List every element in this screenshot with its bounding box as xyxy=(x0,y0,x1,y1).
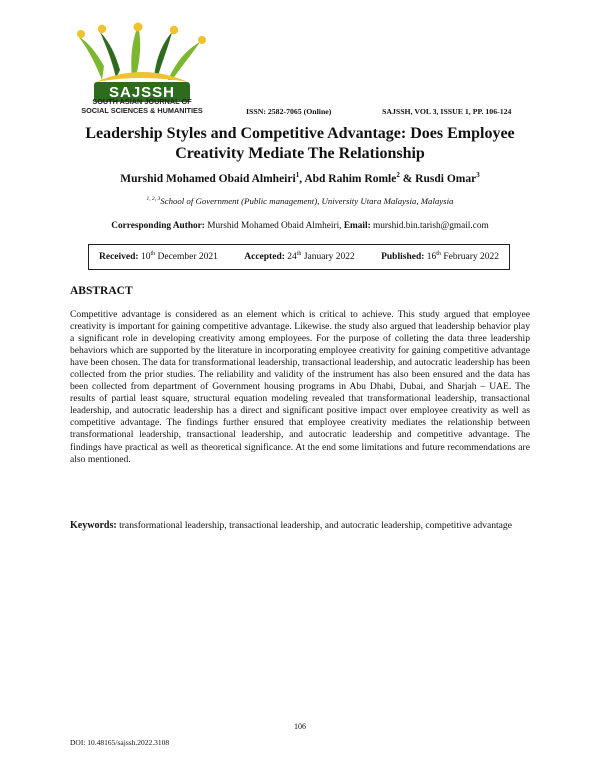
accepted-label: Accepted: xyxy=(244,252,285,263)
title-line2: Creativity Mediate The Relationship xyxy=(175,145,425,162)
abstract-heading: ABSTRACT xyxy=(70,285,133,297)
received-day: 10 xyxy=(138,252,151,263)
published-date xyxy=(381,251,499,262)
journal-name xyxy=(64,98,220,115)
corresponding-email[interactable]: murshid.bin.tarish@gmail.com xyxy=(370,221,489,231)
volume-info: SAJSSH, VOL 3, ISSUE 1, PP. 106-124 xyxy=(382,107,512,116)
published-sup: th xyxy=(436,251,441,258)
corresponding-name: Murshid Mohamed Obaid Almheiri, xyxy=(204,221,344,231)
author-1: Murshid Mohamed Obaid Almheiri xyxy=(120,172,296,185)
title-line1: Leadership Styles and Competitive Advantage: Does Employee xyxy=(85,125,515,142)
email-label: Email: xyxy=(343,221,371,231)
published-day: 16 xyxy=(424,252,437,263)
author-1-sup: 1 xyxy=(295,171,300,179)
received-sup: th xyxy=(150,251,156,258)
author-2: Abd Rahim Romle xyxy=(304,172,397,185)
accepted-date xyxy=(244,251,354,262)
published-label: Published: xyxy=(381,252,425,263)
journal-name-line1: SOUTH ASIAN JOURNAL OF xyxy=(92,97,192,106)
keywords xyxy=(70,520,530,533)
accepted-rest: January 2022 xyxy=(301,252,355,263)
affiliation-sup: 1, 2, 3 xyxy=(146,196,161,203)
accepted-day: 24 xyxy=(284,252,297,263)
dates-box xyxy=(88,244,510,270)
abstract-text: Competitive advantage is considered as an element which is critical to achieve. This study argued that employee creativity is important for gaining competitive advantage. Likewise. the study also argued that leadership behavior play a significant role in developing creativity among employees. For the purpose of colleting the data three leadership behaviors which are supported by the literature in incorporating employee creativity for gaining competitive advantage have been chosen. The data for transformational leadership, transactional leadership, and autocratic leadership has been collected from the prior studies. The reliability and validity of the instrument has also been ensured and the data has been collected from department of Government housing programs in Abu Dhabi, Dubai, and Sharjah – UAE. The results of partial least square, structural equation modeling revealed that transformational leadership, transactional leadership, and autocratic leadership has a direct and significant positive impact over employee creativity as well as competitive advantage. The findings further ensured that employee creativity mediates the relationship between transformational leadership, transactional leadership, and autocratic leadership and competitive advantage. The findings have practical as well as theoretical significance. At the end some limitations and future recommendations are also mentioned. xyxy=(70,309,530,465)
paper-title xyxy=(60,124,540,164)
author-3: Rusdi Omar xyxy=(415,172,477,185)
affiliation-text: School of Government (Public management), University Utara Malaysia, Malaysia xyxy=(160,196,454,206)
author-2-sup: 2 xyxy=(396,171,400,179)
received-date xyxy=(99,251,218,262)
logo-figures xyxy=(77,23,206,83)
received-rest: December 2021 xyxy=(155,252,218,263)
page-number: 106 xyxy=(294,722,306,731)
accepted-sup: th xyxy=(296,251,302,258)
issn: ISSN: 2582-7065 (Online) xyxy=(246,107,332,116)
logo-text: SAJSSH xyxy=(108,84,176,101)
author-separator: , xyxy=(299,172,305,185)
author-separator: & xyxy=(399,172,416,185)
doi[interactable]: DOI: 10.48165/sajssh.2022.3108 xyxy=(70,738,170,747)
received-label: Received: xyxy=(99,252,139,263)
journal-name-line2: SOCIAL SCIENCES & HUMANITIES xyxy=(81,105,203,115)
corresponding-author xyxy=(60,221,540,231)
keywords-label: Keywords: xyxy=(70,520,117,531)
author-list xyxy=(60,171,540,185)
corresponding-label: Corresponding Author: xyxy=(111,221,205,231)
affiliation xyxy=(60,196,540,206)
keywords-text: transformational leadership, transactional leadership, and autocratic leadership, competitive advantage xyxy=(116,520,512,531)
published-rest: February 2022 xyxy=(440,252,499,263)
author-3-sup: 3 xyxy=(476,171,480,179)
